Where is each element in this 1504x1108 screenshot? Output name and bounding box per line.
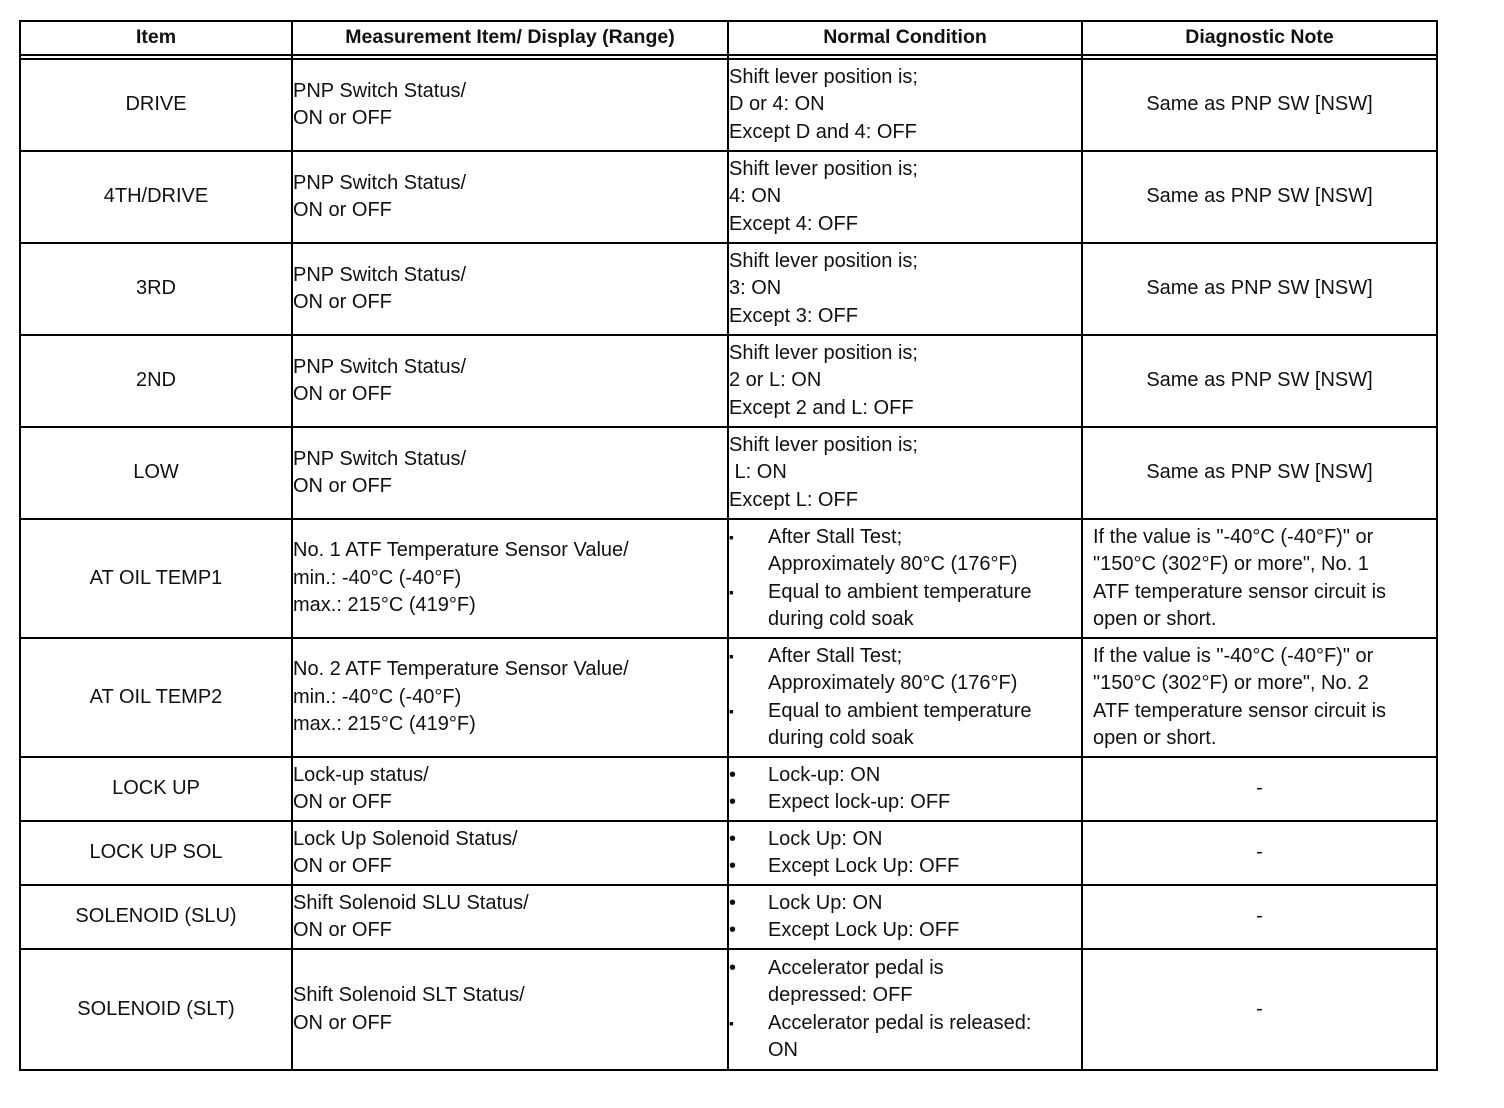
- table-row: [20, 427, 1437, 519]
- square-bullet-icon: ▪: [729, 647, 734, 664]
- table-row: [20, 519, 1437, 638]
- round-bullet-icon: •: [729, 956, 737, 979]
- measurement-cell: PNP Switch Status/ ON or OFF: [292, 151, 728, 243]
- header-row: [20, 21, 1437, 55]
- round-bullet-icon: •: [729, 763, 737, 786]
- measurement-cell: PNP Switch Status/ ON or OFF: [292, 59, 728, 151]
- item-cell: AT OIL TEMP2: [20, 638, 292, 757]
- round-bullet-icon: •: [729, 855, 737, 877]
- item-cell: 2ND: [20, 335, 292, 427]
- list-item: • Lock Up: ON: [729, 890, 1081, 918]
- list-item: ▪ After Stall Test; Approximately 80°C (176°F): [729, 644, 1018, 694]
- diagnostic-note-cell: Same as PNP SW [NSW]: [1082, 59, 1437, 151]
- condition-list: [729, 524, 1081, 634]
- table-row: [20, 151, 1437, 243]
- diagnostic-note-cell: Same as PNP SW [NSW]: [1082, 335, 1437, 427]
- diagnostic-table: [19, 20, 1438, 1071]
- diagnostic-note-cell: Same as PNP SW [NSW]: [1082, 151, 1437, 243]
- table-row: [20, 885, 1437, 949]
- condition-list: [729, 643, 1081, 753]
- list-item: • Accelerator pedal is depressed: OFF: [729, 956, 944, 1006]
- measurement-cell: Lock Up Solenoid Status/ ON or OFF: [292, 821, 728, 885]
- item-cell: LOW: [20, 427, 292, 519]
- list-item: • Except Lock Up: OFF: [729, 917, 1081, 945]
- measurement-cell: PNP Switch Status/ ON or OFF: [292, 335, 728, 427]
- normal-condition-cell: [728, 949, 1082, 1070]
- header-diagnostic-note: Diagnostic Note: [1082, 21, 1437, 55]
- list-item: • Except Lock Up: OFF: [729, 853, 1081, 881]
- condition-list: [729, 826, 1081, 881]
- table-row: [20, 821, 1437, 885]
- item-cell: AT OIL TEMP1: [20, 519, 292, 638]
- item-cell: 3RD: [20, 243, 292, 335]
- measurement-cell: Shift Solenoid SLU Status/ ON or OFF: [292, 885, 728, 949]
- condition-list: [729, 762, 1081, 817]
- round-bullet-icon: •: [729, 891, 737, 914]
- measurement-cell: Lock-up status/ ON or OFF: [292, 757, 728, 821]
- item-cell: LOCK UP: [20, 757, 292, 821]
- table-row: [20, 757, 1437, 821]
- diagnostic-note-cell: -: [1082, 949, 1437, 1070]
- square-bullet-icon: ▪: [729, 1014, 734, 1031]
- header-item: Item: [20, 21, 292, 55]
- table-row: [20, 949, 1437, 1070]
- measurement-cell: Shift Solenoid SLT Status/ ON or OFF: [292, 949, 728, 1070]
- list-item: ▪ Equal to ambient temperature during cold soak: [729, 580, 1032, 630]
- normal-condition-cell: Shift lever position is; 4: ON Except 4: OFF: [728, 151, 1082, 243]
- condition-list: [729, 955, 1081, 1065]
- normal-condition-cell: Shift lever position is; 2 or L: ON Except 2 and L: OFF: [728, 335, 1082, 427]
- measurement-cell: No. 1 ATF Temperature Sensor Value/ min.: -40°C (-40°F) max.: 215°C (419°F): [292, 519, 728, 638]
- header-normal-condition: Normal Condition: [728, 21, 1082, 55]
- normal-condition-cell: Shift lever position is; L: ON Except L: OFF: [728, 427, 1082, 519]
- item-cell: LOCK UP SOL: [20, 821, 292, 885]
- measurement-cell: No. 2 ATF Temperature Sensor Value/ min.: -40°C (-40°F) max.: 215°C (419°F): [292, 638, 728, 757]
- measurement-cell: PNP Switch Status/ ON or OFF: [292, 427, 728, 519]
- normal-condition-cell: [728, 757, 1082, 821]
- square-bullet-icon: ▪: [729, 528, 734, 545]
- diagnostic-note-cell: Same as PNP SW [NSW]: [1082, 243, 1437, 335]
- table-row: [20, 335, 1437, 427]
- square-bullet-icon: ▪: [729, 583, 734, 600]
- table-row: [20, 59, 1437, 151]
- item-cell: 4TH/DRIVE: [20, 151, 292, 243]
- round-bullet-icon: •: [729, 919, 737, 941]
- list-item: • Lock-up: ON: [729, 762, 1081, 790]
- diagnostic-note-cell: If the value is "-40°C (-40°F)" or "150°C (302°F) or more", No. 1 ATF temperature sensor circuit is open or short.: [1082, 519, 1437, 638]
- round-bullet-icon: •: [729, 827, 737, 850]
- measurement-cell: PNP Switch Status/ ON or OFF: [292, 243, 728, 335]
- square-bullet-icon: ▪: [729, 702, 734, 719]
- normal-condition-cell: Shift lever position is; D or 4: ON Except D and 4: OFF: [728, 59, 1082, 151]
- normal-condition-cell: [728, 885, 1082, 949]
- normal-condition-cell: [728, 519, 1082, 638]
- list-item: • Lock Up: ON: [729, 826, 1081, 854]
- diagnostic-note-cell: Same as PNP SW [NSW]: [1082, 427, 1437, 519]
- normal-condition-cell: Shift lever position is; 3: ON Except 3: OFF: [728, 243, 1082, 335]
- item-cell: DRIVE: [20, 59, 292, 151]
- list-item: ▪ Equal to ambient temperature during cold soak: [729, 699, 1032, 749]
- diagnostic-note-cell: -: [1082, 821, 1437, 885]
- item-cell: SOLENOID (SLT): [20, 949, 292, 1070]
- header-measurement: Measurement Item/ Display (Range): [292, 21, 728, 55]
- diagnostic-note-cell: -: [1082, 885, 1437, 949]
- condition-list: [729, 890, 1081, 945]
- list-item: ▪ Accelerator pedal is released: ON: [729, 1011, 1032, 1061]
- list-item: ▪ After Stall Test; Approximately 80°C (176°F): [729, 525, 1018, 575]
- normal-condition-cell: [728, 821, 1082, 885]
- table-row: [20, 243, 1437, 335]
- item-cell: SOLENOID (SLU): [20, 885, 292, 949]
- round-bullet-icon: •: [729, 791, 737, 813]
- diagnostic-note-cell: If the value is "-40°C (-40°F)" or "150°C (302°F) or more", No. 2 ATF temperature sensor circuit is open or short.: [1082, 638, 1437, 757]
- normal-condition-cell: [728, 638, 1082, 757]
- list-item: • Expect lock-up: OFF: [729, 789, 1081, 817]
- diagnostic-note-cell: -: [1082, 757, 1437, 821]
- table-row: [20, 638, 1437, 757]
